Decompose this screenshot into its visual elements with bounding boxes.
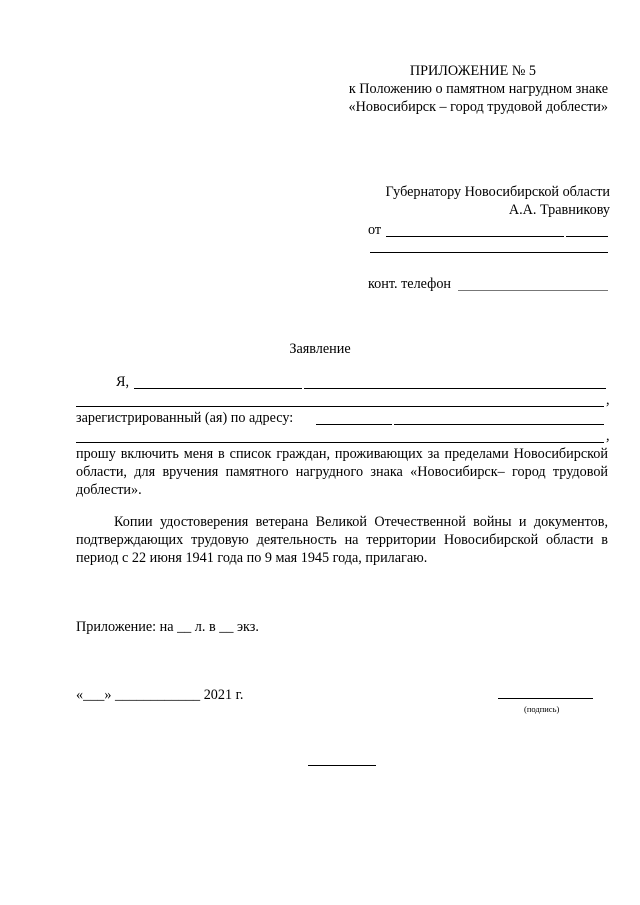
from-name-field-extra[interactable] <box>566 223 608 237</box>
request-text: прошу включить меня в список граждан, проживающих за пределами Новосибирской области, для вручения памятного нагрудного знака «Новосибирск– город трудовой доблести». <box>76 446 608 498</box>
from-name-field[interactable] <box>386 223 564 237</box>
attachment-line: Приложение: на __ л. в __ экз. <box>76 619 259 635</box>
registered-label: зарегистрированный (ая) по адресу: <box>76 410 294 426</box>
comma-2: , <box>606 428 610 444</box>
appendix-line-2: к Положению о памятном нагрудном знаке <box>348 81 608 97</box>
from-label: от <box>368 222 382 238</box>
document-title: Заявление <box>289 341 351 357</box>
i-label: Я, <box>116 374 130 390</box>
name-field-2[interactable] <box>304 375 606 389</box>
from-row <box>368 221 610 239</box>
copies-paragraph <box>76 513 608 567</box>
phone-row <box>368 275 610 293</box>
name-continuation-row <box>76 391 608 409</box>
name-row <box>76 373 608 391</box>
appendix-title: ПРИЛОЖЕНИЕ № 5 <box>409 63 536 79</box>
address-field-2[interactable] <box>394 411 604 425</box>
request-paragraph <box>76 445 608 499</box>
addressee-line-1: Губернатору Новосибирской области <box>385 184 610 200</box>
name-continuation-field[interactable] <box>76 393 604 407</box>
phone-label: конт. телефон <box>368 276 452 292</box>
date-line: «___» ____________ 2021 г. <box>76 687 244 703</box>
copies-text: Копии удостоверения ветерана Великой Отечественной войны и документов, подтверждающих трудовую деятельность на территории Новосибирской области в период с 22 июня 1941 года по 9 мая 1945 года, прилагаю. <box>76 514 608 566</box>
phone-field[interactable] <box>458 277 608 291</box>
address-row <box>76 409 608 427</box>
addressee-block <box>368 183 610 293</box>
from-second-row <box>368 239 610 253</box>
comma-1: , <box>606 392 610 408</box>
appendix-header <box>349 62 608 116</box>
address-continuation-row <box>76 427 608 445</box>
address-field-1[interactable] <box>316 411 392 425</box>
bottom-divider <box>308 765 376 766</box>
signature-field[interactable] <box>498 685 593 699</box>
from-second-field[interactable] <box>370 239 608 253</box>
name-field-1[interactable] <box>134 375 302 389</box>
appendix-line-3: «Новосибирск – город трудовой доблести» <box>348 99 608 115</box>
applicant-fields <box>76 373 608 445</box>
addressee-line-2: А.А. Травникову <box>508 202 610 218</box>
signature-caption: (подпись) <box>524 704 560 714</box>
address-continuation-field[interactable] <box>76 429 604 443</box>
